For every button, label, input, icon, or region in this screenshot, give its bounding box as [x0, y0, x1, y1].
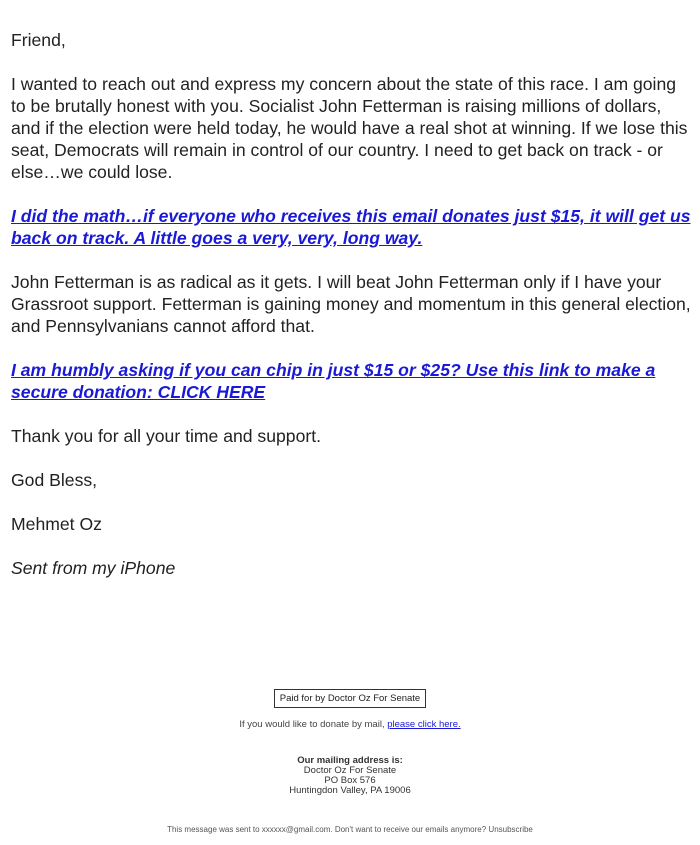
address-line-1: Doctor Oz For Senate — [303, 765, 397, 776]
cta-paragraph-chip-in — [11, 359, 691, 403]
thanks-text: Thank you for all your time and support. — [11, 426, 322, 446]
signature: Mehmet Oz — [11, 514, 102, 534]
mailing-address — [0, 756, 700, 796]
donate-link-click-here[interactable]: I am humbly asking if you can chip in just $15 or $25? Use this link to make a secure donation: CLICK HERE — [11, 360, 656, 402]
address-line-2: PO Box 576 — [324, 775, 376, 786]
email-footer — [0, 689, 700, 796]
unsubscribe-fine-print[interactable]: This message was sent to xxxxxx@gmail.com. Don't want to receive our emails anymore? Unsubscribe — [167, 825, 533, 834]
paid-for-disclaimer: Paid for by Doctor Oz For Senate — [274, 689, 426, 708]
donate-by-mail-line — [0, 719, 700, 730]
sent-from-signature: Sent from my iPhone — [11, 558, 176, 578]
donate-link-math[interactable]: I did the math…if everyone who receives this email donates just $15, it will get us back on track. A little goes a very, very, long way. — [11, 206, 691, 248]
cta-paragraph-math — [11, 205, 691, 249]
paragraph-radical: John Fetterman is as radical as it gets. I will beat John Fetterman only if I have your Grassroot support. Fetterman is gaining money and momentum in this general election, and Pennsylvanians cannot afford that. — [11, 272, 691, 336]
greeting: Friend, — [11, 30, 66, 50]
address-line-3: Huntingdon Valley, PA 19006 — [289, 785, 411, 796]
donate-by-mail-text: If you would like to donate by mail, — [239, 719, 385, 730]
paragraph-concern: I wanted to reach out and express my concern about the state of this race. I am going to be brutally honest with you. Socialist John Fetterman is raising millions of dollars, and if the election were held today, he would have a real shot at winning. If we lose this seat, Democrats will remain in control of our country. I need to get back on track - or else…we could lose. — [11, 74, 688, 182]
email-body — [11, 29, 691, 601]
closing-text: God Bless, — [11, 470, 98, 490]
donate-by-mail-link[interactable]: please click here. — [387, 719, 461, 730]
mailing-address-heading: Our mailing address is: — [297, 755, 403, 766]
